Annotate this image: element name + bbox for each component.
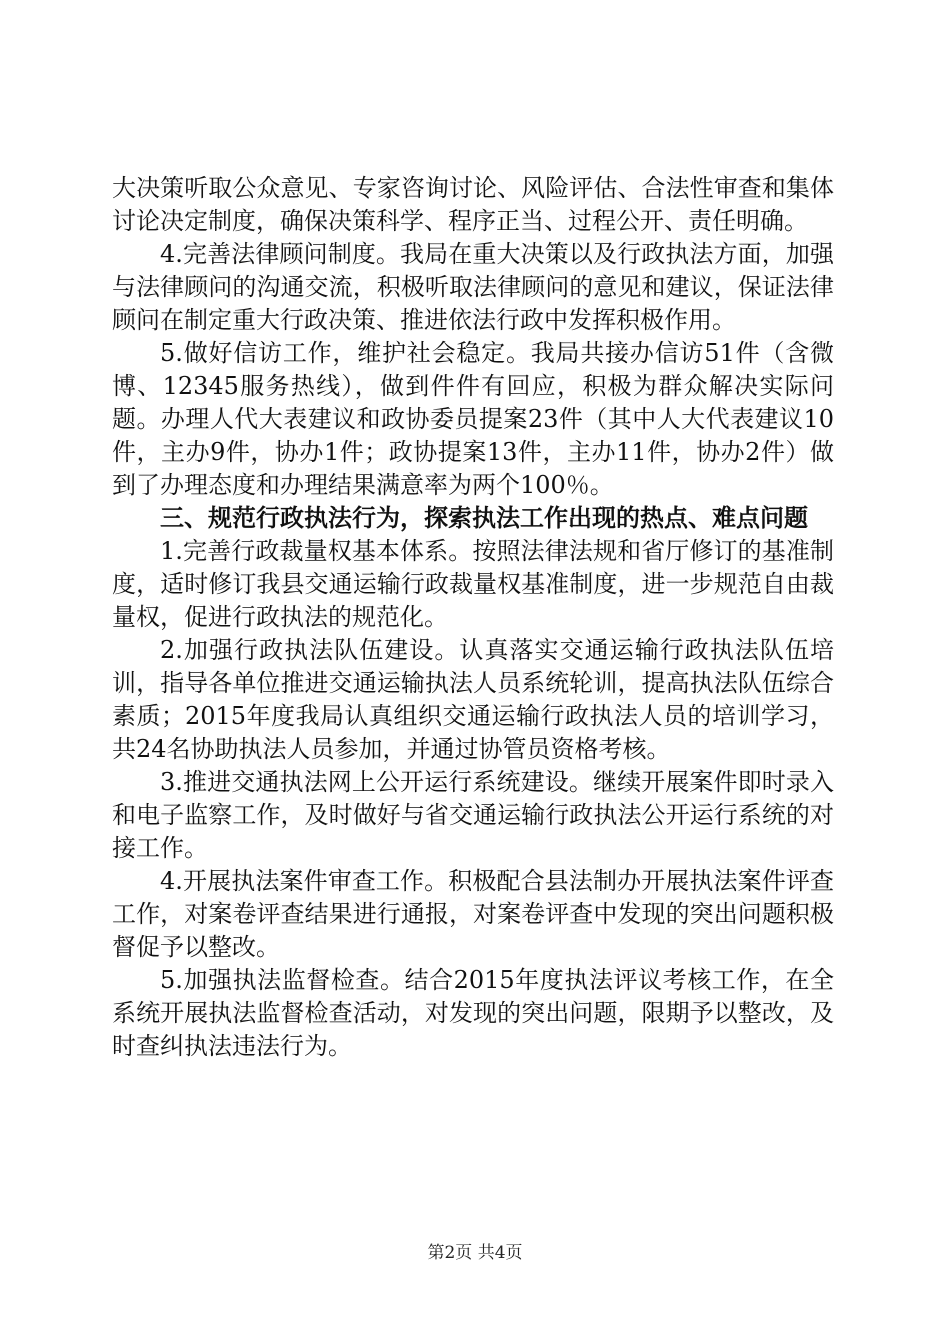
page-footer: 第2页 共4页: [427, 1243, 523, 1263]
document-body: [112, 172, 834, 1063]
paragraph-item-online-system: 3.推进交通执法网上公开运行系统建设。继续开展案件即时录入和电子监察工作，及时做好与省交通运输行政执法公开运行系统的对接工作。: [112, 768, 834, 862]
paragraph-item-discretion: 1.完善行政裁量权基本体系。按照法律法规和省厅修订的基准制度，适时修订我县交通运输行政裁量权基准制度，进一步规范自由裁量权，促进行政执法的规范化。: [112, 537, 834, 631]
section-heading: 三、规范行政执法行为，探索执法工作出现的热点、难点问题: [160, 504, 808, 532]
paragraph-item-legal-advisor: 4.完善法律顾问制度。我局在重大决策以及行政执法方面，加强与法律顾问的沟通交流，积极听取法律顾问的意见和建议，保证法律顾问在制定重大行政决策、推进依法行政中发挥积极作用。: [112, 240, 834, 334]
paragraph-continuation: 大决策听取公众意见、专家咨询讨论、风险评估、合法性审查和集体讨论决定制度，确保决策科学、程序正当、过程公开、责任明确。: [112, 174, 834, 235]
paragraph-item-team-building: 2.加强行政执法队伍建设。认真落实交通运输行政执法队伍培训，指导各单位推进交通运输执法人员系统轮训，提高执法队伍综合素质；2015年度我局认真组织交通运输行政执法人员的培训学习，共24名协助执法人员参加，并通过协管员资格考核。: [112, 636, 834, 763]
paragraph-item-case-review: 4.开展执法案件审查工作。积极配合县法制办开展执法案件评查工作，对案卷评查结果进行通报，对案卷评查中发现的突出问题积极督促予以整改。: [112, 867, 834, 961]
paragraph-item-supervision: 5.加强执法监督检查。结合2015年度执法评议考核工作，在全系统开展执法监督检查活动，对发现的突出问题，限期予以整改，及时查纠执法违法行为。: [112, 966, 834, 1060]
paragraph-item-petition: 5.做好信访工作，维护社会稳定。我局共接办信访51件（含微博、12345服务热线），做到件件有回应，积极为群众解决实际问题。办理人代大表建议和政协委员提案23件（其中人大代表建议10件，主办9件，协办1件；政协提案13件，主办11件，协办2件）做到了办理态度和办理结果满意率为两个100％。: [112, 339, 834, 499]
